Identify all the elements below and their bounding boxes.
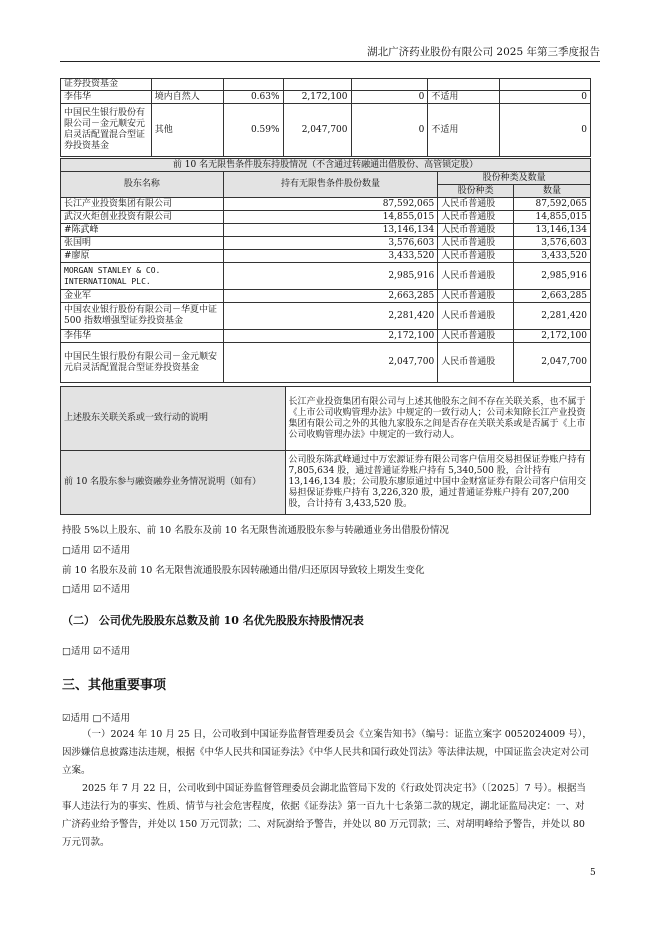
- note-change: 前 10 名股东及前 10 名无限售流通股股东因转融通出借/归还原因导致较上期发生变化: [62, 565, 425, 576]
- section-3-title: 三、其他重要事项: [62, 678, 167, 693]
- margin-label: 前 10 名股东参与融资融券业务情况说明（如有）: [61, 451, 286, 515]
- table-row: 武汉火炬创业投资有限公司 14,855,015 人民币普通股 14,855,015: [61, 211, 591, 224]
- note-lending: 持股 5%以上股东、前 10 名股东及前 10 名无限售流通股股东参与转融通业务出借股份情况: [62, 525, 449, 536]
- section-3-options: ☑适用 □不适用: [62, 713, 131, 724]
- table-row: 中国民生银行股份有限公司－金元顺安元启灵活配置混合型证券投资基金 2,047,700 人民币普通股 2,047,700: [61, 343, 591, 383]
- table-row: #陈武峰 13,146,134 人民币普通股 13,146,134: [61, 224, 591, 237]
- note-change-options: □适用 ☑不适用: [62, 584, 131, 595]
- relations-table: [60, 386, 591, 515]
- header-divider: [60, 61, 600, 62]
- page-header: 湖北广济药业股份有限公司 2025 年第三季度报告: [367, 46, 600, 58]
- column-header: 股份种类: [438, 185, 514, 198]
- column-header: 股东名称: [61, 172, 224, 198]
- paragraph-1: （一）2024 年 10 月 25 日，公司收到中国证券监督管理委员会《立案告知书》（编号：证监立案字 0052024009 号），因涉嫌信息披露违法违规，根据《中华人民共和国证券法》《中华人民共和国行政处罚法》等法律法规，中国证监会决定对公司立案。: [62, 729, 592, 776]
- table-row: 张国明 3,576,603 人民币普通股 3,576,603: [61, 237, 591, 250]
- relations-label: 上述股东关联关系或一致行动的说明: [61, 387, 286, 451]
- paragraph-2: 2025 年 7 月 22 日，公司收到中国证券监督管理委员会湖北监管局下发的《行政处罚决定书》（〔2025〕7 号）。根据当事人违法行为的事实、性质、情节与社会危害程度，依据《证券法》第一百九十七条第二款的规定，湖北证监局决定：一、对广济药业给予警告，并处以 150 万元罚款；二、对阮澍给予警告，并处以 80 万元罚款；三、对胡明峰给予警告，并处以 80 万元罚款。: [62, 783, 586, 848]
- unrestricted-shareholder-table: [60, 158, 591, 383]
- table-row: [61, 387, 591, 451]
- table-row: 李伟华 境内自然人 0.63% 2,172,100 0 不适用 0: [61, 91, 591, 104]
- section-2-options: □适用 ☑不适用: [62, 646, 131, 657]
- column-header: 数量: [514, 185, 591, 198]
- table-row: MORGAN STANLEY & CO. INTERNATIONAL PLC. 2,985,916 人民币普通股 2,985,916: [61, 263, 591, 290]
- table-row: 中国农业银行股份有限公司－华夏中证 500 指数增强型证券投资基金 2,281,420 人民币普通股 2,281,420: [61, 303, 591, 330]
- table-row: 李伟华 2,172,100 人民币普通股 2,172,100: [61, 330, 591, 343]
- top-shareholder-table: [60, 78, 591, 157]
- table-row: 证券投资基金: [61, 79, 591, 91]
- table-row: 金业军 2,663,285 人民币普通股 2,663,285: [61, 290, 591, 303]
- section-2-title: （二） 公司优先股股东总数及前 10 名优先股股东持股情况表: [62, 614, 364, 627]
- margin-text: 公司股东陈武峰通过中万宏源证券有限公司客户信用交易担保证券账户持有 7,805,634 股，通过普通证券账户持有 5,340,500 股，合计持有 13,146,134 股；公司股东廖原通过中国中金财富证券有限公司客户信用交易担保证券账户持有 3,226,320 股，通过普通证券账户持有 207,200 股，合计持有 3,433,520 股。: [285, 451, 590, 515]
- column-header: 股份种类及数量: [438, 172, 591, 185]
- note-lending-options: □适用 ☑不适用: [62, 545, 131, 556]
- table-row: 长江产业投资集团有限公司 87,592,065 人民币普通股 87,592,065: [61, 198, 591, 211]
- table-row: #廖原 3,433,520 人民币普通股 3,433,520: [61, 250, 591, 263]
- table-row: 中国民生银行股份有限公司－金元顺安元启灵活配置混合型证券投资基金 其他 0.59% 2,047,700 0 不适用 0: [61, 104, 591, 157]
- table-row: [61, 451, 591, 515]
- column-header: 持有无限售条件股份数量: [223, 172, 438, 198]
- page-number: 5: [590, 868, 596, 878]
- relations-text: 长江产业投资集团有限公司与上述其他股东之间不存在关联关系，也不属于《上市公司收购管理办法》中规定的一致行动人；公司未知除长江产业投资集团有限公司之外的其他九家股东之间是否存在关联关系或是否属于《上市公司收购管理办法》中规定的一致行动人。: [285, 387, 590, 451]
- section-title: 前 10 名无限售条件股东持股情况（不含通过转融通出借股份、高管锁定股）: [61, 159, 591, 172]
